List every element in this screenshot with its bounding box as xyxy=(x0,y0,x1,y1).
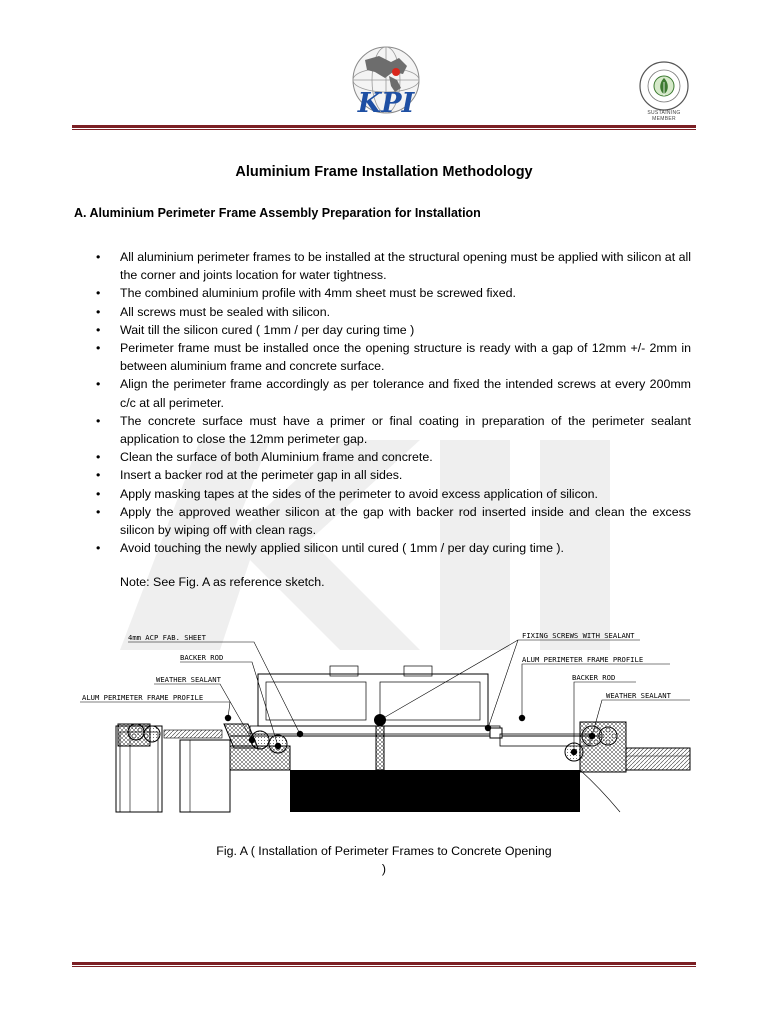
label-acp-sheet: 4mm ACP FAB. SHEET xyxy=(128,633,206,642)
list-item: • All aluminium perimeter frames to be installed at the structural opening must be applied with silicon at all the corner and joints location for water tightness. xyxy=(96,250,691,283)
seal-caption: SUSTAINING MEMBER xyxy=(647,110,681,122)
label-fixing-screws: FIXING SCREWS WITH SEALANT xyxy=(522,631,635,640)
bullet-icon: • xyxy=(96,450,101,465)
list-item: • Apply the approved weather silicon at the gap with backer rod inserted inside and clean the excess silicon by wiping off with clean rags. xyxy=(96,504,691,538)
list-item: • Apply masking tapes at the sides of the perimeter to avoid excess application of silicon. xyxy=(96,485,691,503)
list-item: • The combined aluminium profile with 4mm sheet must be screwed fixed. xyxy=(96,284,691,302)
label-weather-sealant-right: WEATHER SEALANT xyxy=(606,691,671,700)
note-text: Note: See Fig. A as reference sketch. xyxy=(120,575,325,589)
document-title: Aluminium Frame Installation Methodology xyxy=(235,164,533,180)
label-backer-rod-left: BACKER ROD xyxy=(180,653,224,662)
header-rule xyxy=(72,125,696,130)
list-item: • Align the perimeter frame accordingly as per tolerance and fixed the intended screws at every 200mm c/c at all perimeter. xyxy=(96,377,691,410)
bullet-icon: • xyxy=(96,413,101,428)
bullet-icon: • xyxy=(96,377,101,392)
bullet-icon: • xyxy=(96,286,101,301)
bullet-icon: • xyxy=(96,504,101,519)
label-profile-right: ALUM PERIMETER FRAME PROFILE xyxy=(522,655,644,664)
list-item: • Wait till the silicon cured ( 1mm / per day curing time ) xyxy=(96,321,691,339)
list-item: • Clean the surface of both Aluminium frame and concrete. xyxy=(96,448,691,466)
label-profile-left: ALUM PERIMETER FRAME PROFILE xyxy=(82,693,204,702)
footer-rule xyxy=(72,962,696,967)
bullet-icon: • xyxy=(96,486,101,501)
bullet-icon: • xyxy=(96,250,101,264)
concrete-block xyxy=(290,770,580,812)
bullet-icon: • xyxy=(96,541,101,556)
list-item: • All screws must be sealed with silicon. xyxy=(96,303,691,321)
list-item: • The concrete surface must have a primer or final coating in preparation of the perimeter sealant application to close the 12mm perimeter gap. xyxy=(96,413,691,447)
bullet-icon: • xyxy=(96,341,101,356)
section-heading: A. Aluminium Perimeter Frame Assembly Preparation for Installation xyxy=(74,206,481,220)
figure-caption: Fig. A ( Installation of Perimeter Frames to Concrete Opening ) xyxy=(216,844,552,876)
kpi-logo-text: KPI xyxy=(357,88,415,119)
bullet-icon: • xyxy=(96,322,101,337)
list-item: • Insert a backer rod at the perimeter gap in all sides. xyxy=(96,466,691,484)
bullet-icon: • xyxy=(96,304,101,319)
list-item: • Avoid touching the newly applied silicon until cured ( 1mm / per day curing time ). xyxy=(96,539,691,557)
label-weather-sealant-left: WEATHER SEALANT xyxy=(156,675,221,684)
kpi-logo xyxy=(345,46,427,122)
label-backer-rod-right: BACKER ROD xyxy=(572,673,616,682)
bullet-icon: • xyxy=(96,468,101,483)
bullet-list xyxy=(96,248,691,557)
installation-sketch xyxy=(80,628,695,814)
list-item: • Perimeter frame must be installed once the opening structure is ready with a gap of 12mm +/- 2mm in between aluminium frame and concrete surface. xyxy=(96,341,691,374)
